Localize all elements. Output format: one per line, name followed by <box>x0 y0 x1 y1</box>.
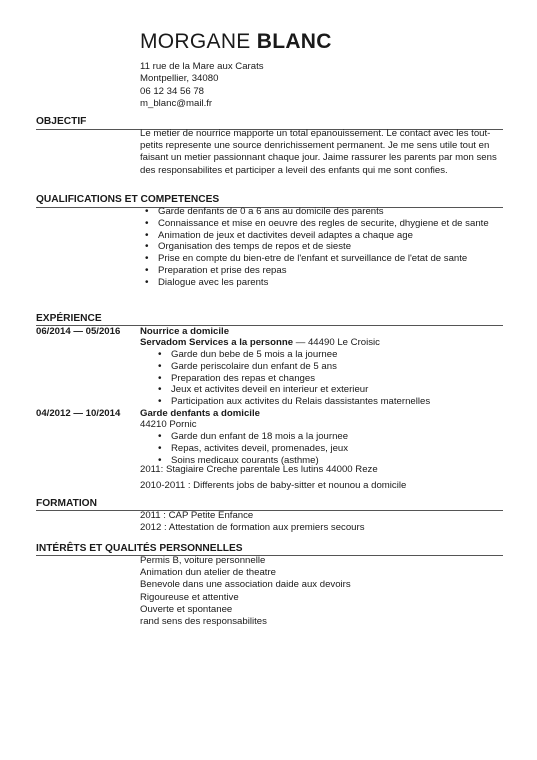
interests-list <box>140 555 351 628</box>
list-item: • Garde denfants de 0 a 6 ans au domicile des parents <box>143 206 503 218</box>
job-location: — 44490 Le Croisic <box>293 337 380 348</box>
employer-name: Servadom Services a la personne <box>140 337 294 348</box>
list-item: • Participation aux activites du Relais dassistantes maternelles <box>156 396 506 408</box>
formation-list <box>140 510 365 534</box>
job-tasks-list <box>156 349 506 408</box>
list-item: • Jeux et activites deveil en interieur et exterieur <box>156 384 506 396</box>
experience-extra-line: 2010-2011 : Differents jobs de baby-sitter et nounou a domicile <box>140 480 407 491</box>
first-name: MORGANE <box>140 30 251 53</box>
job-employer-line <box>140 337 380 349</box>
list-item: • Preparation et prise des repas <box>143 265 503 277</box>
list-item: Ouverte et spontanee <box>140 603 233 615</box>
list-item: • Soins medicaux courants (asthme) <box>156 455 506 467</box>
list-item: • Connaissance et mise en oeuvre des regles de securite, dhygiene et de sante <box>143 218 503 230</box>
list-item: • Animation de jeux et dactivites deveil adaptes a chaque age <box>143 230 503 242</box>
list-item: 2011 : CAP Petite Enfance <box>140 510 254 521</box>
list-item: • Organisation des temps de repos et de sieste <box>143 241 503 253</box>
list-item: • Garde periscolaire dun enfant de 5 ans <box>156 361 506 373</box>
address-line: 11 rue de la Mare aux Carats <box>140 61 264 72</box>
section-title-formation: FORMATION <box>36 498 97 509</box>
list-item: Rigoureuse et attentive <box>140 591 239 603</box>
job-tasks-list <box>156 431 506 466</box>
section-title-experience: EXPÉRIENCE <box>36 313 102 324</box>
objective-text: Le metier de nourrice mapporte un total epanouissement. Le contact avec les tout-petits represente une source denrichissement permanent. Je me sens utile tout en faisant un metier passionnant chaque jour. Jaime rassurer les parents par mon sens des responsabilites et participer a leveil des enfants qui me sont confies. <box>140 128 497 176</box>
list-item: • Dialogue avec les parents <box>143 277 503 289</box>
city-line: Montpellier, 34080 <box>140 73 219 85</box>
list-item: • Preparation des repas et changes <box>156 373 506 385</box>
job-location: 44210 Pornic <box>140 419 197 430</box>
experience-extra-line: 2011: Stagiaire Creche parentale Les lutins 44000 Reze <box>140 464 378 475</box>
email-line: m_blanc@mail.fr <box>140 97 213 109</box>
contact-block <box>140 61 264 110</box>
list-item: 2012 : Attestation de formation aux premiers secours <box>140 522 365 534</box>
list-item: • Garde dun bebe de 5 mois a la journee <box>156 349 506 361</box>
list-item: rand sens des responsabilites <box>140 616 267 628</box>
job-dates: 06/2014 — 05/2016 <box>36 326 121 337</box>
section-title-interests: INTÉRÊTS ET QUALITÉS PERSONNELLES <box>36 543 243 554</box>
job-title: Nourrice a domicile <box>140 326 230 337</box>
section-title-qualifications: QUALIFICATIONS ET COMPETENCES <box>36 194 220 205</box>
candidate-name <box>140 30 332 54</box>
phone-line: 06 12 34 56 78 <box>140 85 205 97</box>
job-dates: 04/2012 — 10/2014 <box>36 408 121 419</box>
qualifications-list <box>143 206 503 289</box>
list-item: • Repas, activites deveil, promenades, jeux <box>156 443 506 455</box>
list-item: Animation dun atelier de theatre <box>140 567 276 579</box>
list-item: Benevole dans une association daide aux devoirs <box>140 579 351 591</box>
last-name: BLANC <box>256 30 332 53</box>
job-title: Garde denfants a domicile <box>140 408 260 419</box>
section-title-objectif: OBJECTIF <box>36 116 87 127</box>
list-item: • Prise en compte du bien-etre de l'enfant et surveillance de l'etat de sante <box>143 253 503 265</box>
list-item: Permis B, voiture personnelle <box>140 555 266 566</box>
list-item: • Garde dun enfant de 18 mois a la journee <box>156 431 506 443</box>
